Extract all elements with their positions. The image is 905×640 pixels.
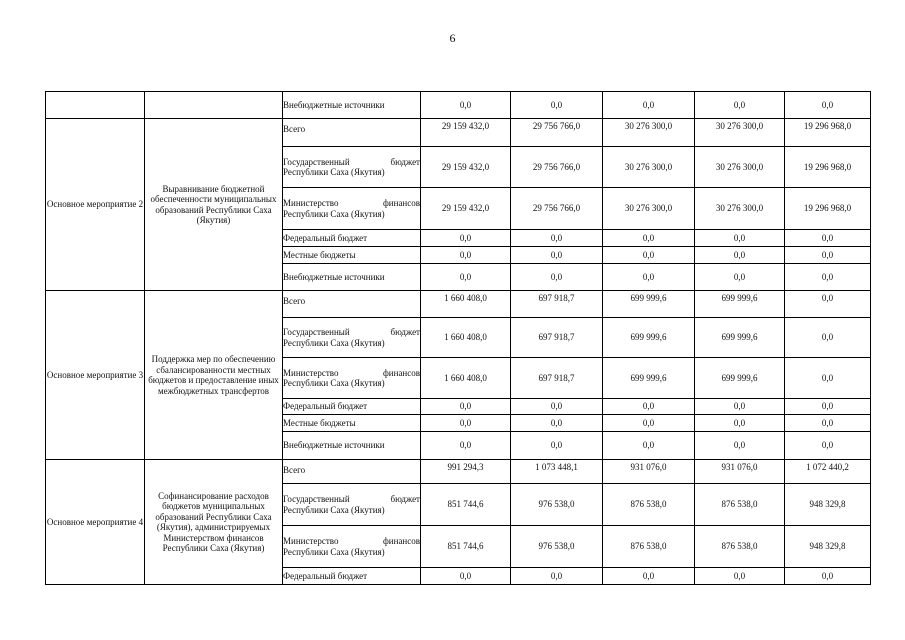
value-cell: 30 276 300,0 (695, 147, 785, 188)
event-label-cell (46, 92, 145, 119)
source-cell: Местные бюджеты (283, 247, 421, 264)
value-cell: 699 999,6 (695, 318, 785, 358)
value-cell: 0,0 (695, 399, 785, 415)
value-cell: 0,0 (603, 415, 695, 432)
value-cell: 697 918,7 (511, 318, 603, 358)
value-cell: 0,0 (421, 247, 511, 264)
value-cell: 1 073 448,1 (511, 460, 603, 484)
value-cell: 0,0 (603, 399, 695, 415)
value-cell: 0,0 (785, 568, 871, 585)
value-cell: 931 076,0 (603, 460, 695, 484)
value-cell: 0,0 (603, 568, 695, 585)
value-cell: 699 999,6 (603, 291, 695, 318)
value-cell: 30 276 300,0 (695, 119, 785, 147)
value-cell: 30 276 300,0 (695, 188, 785, 230)
source-cell: Всего (283, 291, 421, 318)
value-cell: 0,0 (695, 264, 785, 291)
value-cell: 0,0 (695, 92, 785, 119)
value-cell: 0,0 (785, 230, 871, 247)
value-cell: 1 660 408,0 (421, 318, 511, 358)
value-cell: 0,0 (511, 230, 603, 247)
value-cell: 0,0 (421, 399, 511, 415)
value-cell: 697 918,7 (511, 358, 603, 399)
source-cell: Федеральный бюджет (283, 230, 421, 247)
source-cell: Министерство финансов Республики Саха (Якутия) (283, 526, 421, 568)
value-cell: 30 276 300,0 (603, 119, 695, 147)
value-cell: 29 159 432,0 (421, 147, 511, 188)
source-cell: Государственный бюджет Республики Саха (Якутия) (283, 484, 421, 526)
value-cell: 29 159 432,0 (421, 119, 511, 147)
value-cell: 0,0 (603, 247, 695, 264)
table-row (46, 460, 871, 484)
value-cell: 697 918,7 (511, 291, 603, 318)
value-cell: 0,0 (421, 92, 511, 119)
source-cell: Федеральный бюджет (283, 568, 421, 585)
value-cell: 0,0 (695, 568, 785, 585)
source-cell: Внебюджетные источники (283, 432, 421, 460)
value-cell: 0,0 (785, 247, 871, 264)
value-cell: 0,0 (785, 399, 871, 415)
value-cell: 0,0 (695, 247, 785, 264)
value-cell: 1 072 440,2 (785, 460, 871, 484)
source-cell: Внебюджетные источники (283, 92, 421, 119)
value-cell: 0,0 (421, 264, 511, 291)
value-cell: 851 744,6 (421, 484, 511, 526)
value-cell: 30 276 300,0 (603, 147, 695, 188)
page-number: 6 (449, 31, 456, 45)
value-cell: 29 756 766,0 (511, 188, 603, 230)
value-cell: 0,0 (785, 318, 871, 358)
table-row (46, 119, 871, 147)
value-cell: 0,0 (511, 432, 603, 460)
value-cell: 948 329,8 (785, 484, 871, 526)
source-cell: Государственный бюджет Республики Саха (Якутия) (283, 147, 421, 188)
event-name-cell: Софинансирование расходов бюджетов муниципальных образований Республики Саха (Якутия), администрируемых Министерством финансов Республики Саха (Якутия) (145, 460, 283, 585)
value-cell: 0,0 (511, 415, 603, 432)
event-name-cell: Выравнивание бюджетной обеспеченности муниципальных образований Республики Саха (Якутия) (145, 119, 283, 291)
value-cell: 0,0 (511, 264, 603, 291)
value-cell: 699 999,6 (603, 318, 695, 358)
value-cell: 699 999,6 (695, 358, 785, 399)
value-cell: 699 999,6 (695, 291, 785, 318)
value-cell: 0,0 (511, 92, 603, 119)
source-cell: Всего (283, 460, 421, 484)
value-cell: 0,0 (603, 432, 695, 460)
value-cell: 30 276 300,0 (603, 188, 695, 230)
value-cell: 931 076,0 (695, 460, 785, 484)
value-cell: 0,0 (511, 399, 603, 415)
event-label-cell: Основное мероприятие 2 (46, 119, 145, 291)
source-cell: Местные бюджеты (283, 415, 421, 432)
value-cell: 0,0 (421, 432, 511, 460)
value-cell: 0,0 (511, 568, 603, 585)
table-row (46, 92, 871, 119)
value-cell: 0,0 (695, 415, 785, 432)
source-cell: Внебюджетные источники (283, 264, 421, 291)
source-cell: Государственный бюджет Республики Саха (Якутия) (283, 318, 421, 358)
table-row (46, 291, 871, 318)
source-cell: Всего (283, 119, 421, 147)
value-cell: 1 660 408,0 (421, 291, 511, 318)
source-cell: Министерство финансов Республики Саха (Якутия) (283, 358, 421, 399)
budget-table (45, 91, 871, 585)
value-cell: 0,0 (511, 247, 603, 264)
value-cell: 851 744,6 (421, 526, 511, 568)
value-cell: 0,0 (421, 230, 511, 247)
value-cell: 0,0 (785, 432, 871, 460)
value-cell: 0,0 (695, 432, 785, 460)
value-cell: 876 538,0 (695, 484, 785, 526)
value-cell: 0,0 (421, 568, 511, 585)
value-cell: 0,0 (603, 230, 695, 247)
value-cell: 0,0 (421, 415, 511, 432)
value-cell: 29 756 766,0 (511, 119, 603, 147)
value-cell: 0,0 (695, 230, 785, 247)
source-cell: Министерство финансов Республики Саха (Якутия) (283, 188, 421, 230)
value-cell: 976 538,0 (511, 484, 603, 526)
event-label-cell: Основное мероприятие 3 (46, 291, 145, 460)
value-cell: 0,0 (603, 92, 695, 119)
value-cell: 0,0 (785, 92, 871, 119)
value-cell: 0,0 (785, 415, 871, 432)
event-label-cell: Основное мероприятие 4 (46, 460, 145, 585)
value-cell: 29 756 766,0 (511, 147, 603, 188)
event-name-cell: Поддержка мер по обеспечению сбалансированности местных бюджетов и предоставление иных межбюджетных трансфертов (145, 291, 283, 460)
value-cell: 876 538,0 (603, 484, 695, 526)
value-cell: 19 296 968,0 (785, 119, 871, 147)
value-cell: 876 538,0 (695, 526, 785, 568)
value-cell: 29 159 432,0 (421, 188, 511, 230)
value-cell: 976 538,0 (511, 526, 603, 568)
value-cell: 0,0 (603, 264, 695, 291)
value-cell: 991 294,3 (421, 460, 511, 484)
value-cell: 19 296 968,0 (785, 147, 871, 188)
value-cell: 0,0 (785, 291, 871, 318)
value-cell: 948 329,8 (785, 526, 871, 568)
value-cell: 699 999,6 (603, 358, 695, 399)
value-cell: 1 660 408,0 (421, 358, 511, 399)
value-cell: 0,0 (785, 264, 871, 291)
event-name-cell (145, 92, 283, 119)
value-cell: 19 296 968,0 (785, 188, 871, 230)
source-cell: Федеральный бюджет (283, 399, 421, 415)
value-cell: 876 538,0 (603, 526, 695, 568)
value-cell: 0,0 (785, 358, 871, 399)
